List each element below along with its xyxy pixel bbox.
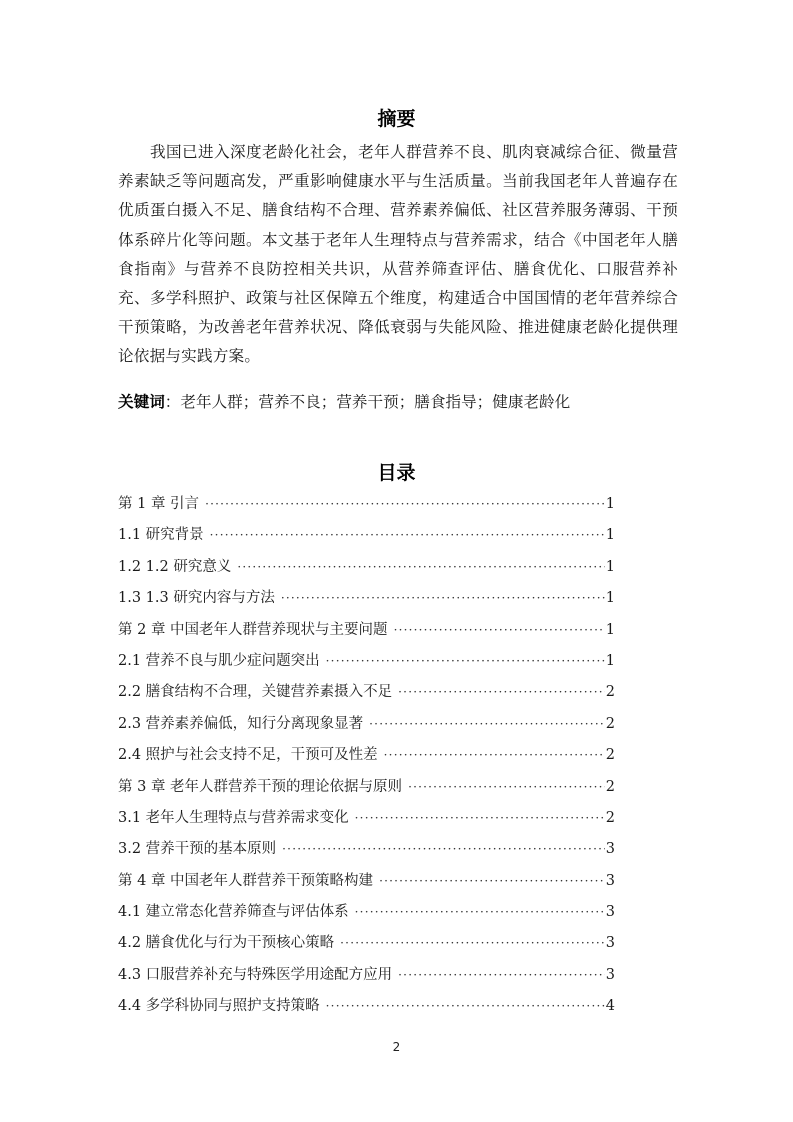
dot-leader [326,999,605,1013]
toc-entry-title: 4.4 多学科协同与照护支持策略 [118,998,320,1015]
toc-entry[interactable] [118,618,615,649]
keywords-label: 关键词 [118,393,165,411]
toc-entry[interactable] [118,931,615,962]
toc-entry-page: 3 [605,966,615,983]
toc-entry-title: 第 2 章 中国老年人群营养现状与主要问题 [118,621,388,638]
toc-entry[interactable] [118,900,615,931]
toc-entry-title: 1.2 1.2 研究意义 [118,558,232,575]
dot-leader [340,936,605,950]
toc-entry[interactable] [118,649,615,680]
toc-entry-page: 3 [605,935,615,952]
toc-entry-page: 1 [605,558,615,575]
abstract-heading: 摘要 [377,108,416,130]
toc-entry-title: 2.3 营养素养偏低，知行分离现象显著 [118,715,364,732]
toc-entry-title: 第 3 章 老年人群营养干预的理论依据与原则 [118,778,403,795]
abstract-body: 我国已进入深度老龄化社会，老年人群营养不良、肌肉衰减综合征、微量营养素缺乏等问题高发，严重影响健康水平与生活质量。当前我国老年人普遍存在优质蛋白摄入不足、膳食结构不合理、营养素养偏低、社区营养服务薄弱、干预体系碎片化等问题。本文基于老年人生理特点与营养需求，结合《中国老年人膳食指南》与营养不良防控相关共识，从营养筛查评估、膳食优化、口服营养补充、多学科照护、政策与社区保障五个维度，构建适合中国国情的老年营养综合干预策略，为改善老年营养状况、降低衰弱与失能风险、推进健康老龄化提供理论依据与实践方案。 [118,143,678,366]
toc-entry-page: 2 [605,778,615,795]
toc-entry-title: 4.3 口服营养补充与特殊医学用途配方应用 [118,966,393,983]
dot-leader [394,623,605,637]
toc-entry[interactable] [118,869,615,900]
toc-entry-page: 1 [605,590,615,607]
toc-entry-title: 第 1 章 引言 [118,496,200,512]
dot-leader [379,874,605,888]
toc-entry[interactable] [118,680,615,711]
toc-entry[interactable] [118,492,615,523]
toc-entry-title: 3.2 营养干预的基本原则 [118,841,277,858]
toc-entry[interactable] [118,994,615,1025]
toc-entry-title: 3.1 老年人生理特点与营养需求变化 [118,809,349,826]
toc-entry-page: 2 [605,684,615,701]
toc-heading: 目录 [377,462,416,484]
dot-leader [398,685,605,699]
dot-leader [205,497,605,511]
toc-entry-title: 2.1 营养不良与肌少症问题突出 [118,652,320,669]
toc-entry[interactable] [118,806,615,837]
toc-entry-page: 2 [605,747,615,764]
toc-entry[interactable] [118,586,615,617]
toc-entry-page: 3 [605,904,615,921]
dot-leader [237,560,604,574]
dot-leader [210,528,605,542]
toc-entry[interactable] [118,837,615,868]
dot-leader [355,811,605,825]
dot-leader [282,842,605,856]
toc-entry-page: 1 [605,621,615,638]
dot-leader [281,591,605,605]
dot-leader [408,780,605,794]
toc-entry-title: 4.1 建立常态化营养筛查与评估体系 [118,904,349,921]
table-of-contents [118,492,615,1026]
page-number: 2 [392,1040,401,1054]
dot-leader [355,905,605,919]
toc-entry-title: 4.2 膳食优化与行为干预核心策略 [118,935,335,952]
toc-entry-title: 1.3 1.3 研究内容与方法 [118,590,275,607]
dot-leader [369,717,605,731]
dot-leader [384,748,605,762]
toc-entry-page: 2 [605,809,615,826]
dot-leader [398,968,605,982]
toc-entry-page: 2 [605,715,615,732]
keywords-text: ：老年人群；营养不良；营养干预；膳食指导；健康老龄化 [164,393,571,411]
toc-entry-title: 第 4 章 中国老年人群营养干预策略构建 [118,872,374,889]
toc-entry-page: 3 [605,872,615,889]
toc-entry[interactable] [118,555,615,586]
toc-entry-page: 4 [605,998,615,1015]
toc-entry-title: 2.2 膳食结构不合理，关键营养素摄入不足 [118,684,393,701]
toc-entry-title: 1.1 研究背景 [118,527,204,544]
toc-entry[interactable] [118,963,615,994]
toc-entry-page: 1 [605,496,615,512]
toc-entry[interactable] [118,743,615,774]
toc-entry[interactable] [118,712,615,743]
keywords-line [118,388,570,417]
toc-entry-page: 1 [605,527,615,544]
toc-entry[interactable] [118,523,615,554]
dot-leader [326,654,605,668]
toc-entry-page: 3 [605,841,615,858]
toc-entry-title: 2.4 照护与社会支持不足，干预可及性差 [118,747,378,764]
toc-entry[interactable] [118,775,615,806]
toc-entry-page: 1 [605,652,615,669]
